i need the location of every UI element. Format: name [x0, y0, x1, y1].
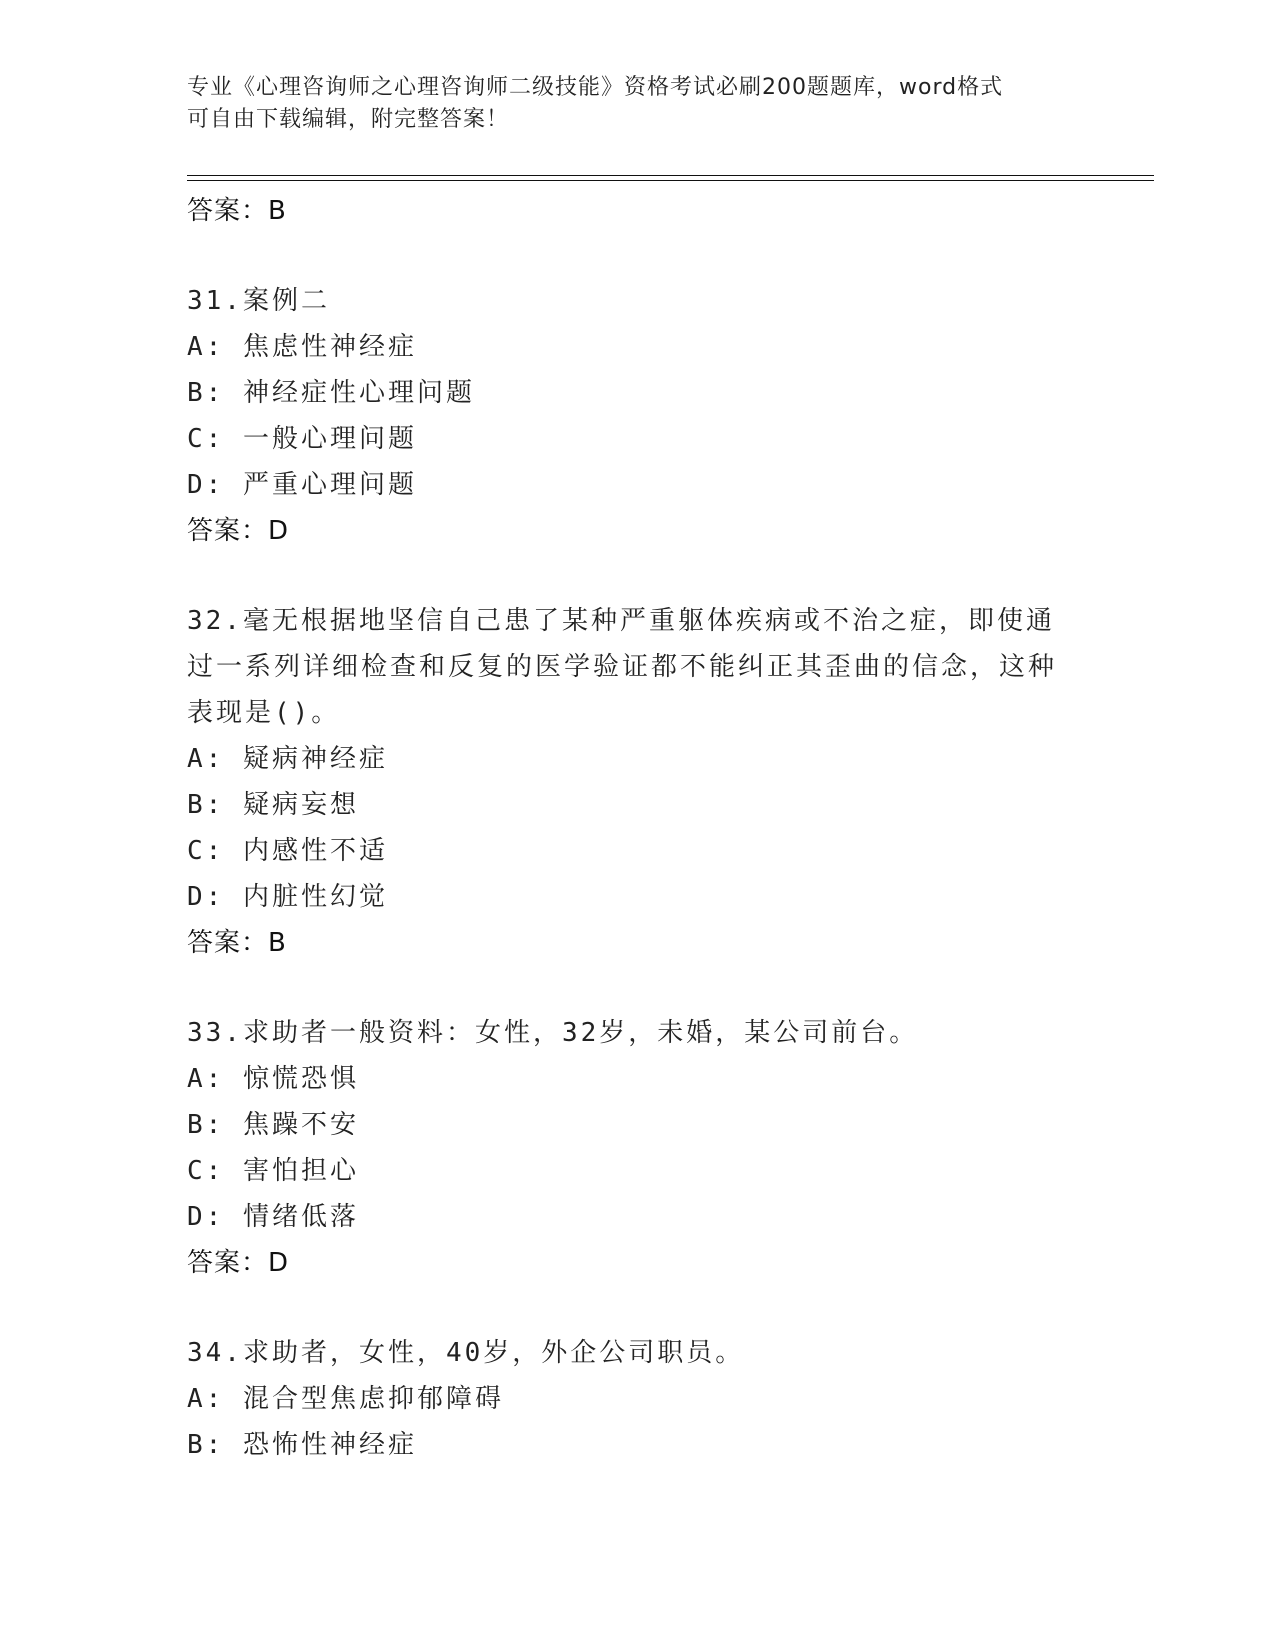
- answer-previous: 答案：B: [187, 196, 287, 226]
- option-b: B: 焦躁不安: [187, 1110, 359, 1140]
- question-list: [187, 188, 1087, 1468]
- option-c: C: 害怕担心: [187, 1156, 359, 1186]
- question-stem: 34.求助者，女性，40岁，外企公司职员。: [187, 1338, 745, 1368]
- option-d: D: 内脏性幻觉: [187, 882, 388, 912]
- option-b: B: 恐怖性神经症: [187, 1430, 417, 1460]
- answer: 答案：B: [187, 928, 287, 958]
- answer: 答案：D: [187, 516, 290, 546]
- option-d: D: 情绪低落: [187, 1202, 359, 1232]
- question-stem: 31.案例二: [187, 286, 330, 316]
- document-header: [187, 72, 1077, 136]
- option-b: B: 神经症性心理问题: [187, 378, 475, 408]
- option-a: A: 焦虑性神经症: [187, 332, 417, 362]
- header-line-2: 可自由下载编辑，附完整答案！: [187, 107, 510, 132]
- question-33: [187, 1010, 1087, 1286]
- option-c: C: 内感性不适: [187, 836, 388, 866]
- header-rule-top: [187, 175, 1154, 176]
- option-a: A: 混合型焦虑抑郁障碍: [187, 1384, 504, 1414]
- option-b: B: 疑病妄想: [187, 790, 359, 820]
- option-a: A: 惊慌恐惧: [187, 1064, 359, 1094]
- option-a: A: 疑病神经症: [187, 744, 388, 774]
- question-stem: 33.求助者一般资料：女性，32岁，未婚，某公司前台。: [187, 1018, 919, 1048]
- question-34: [187, 1330, 1087, 1468]
- header-line-1: 专业《心理咨询师之心理咨询师二级技能》资格考试必刷200题题库，word格式: [187, 75, 1004, 100]
- question-stem: 32.毫无根据地坚信自己患了某种严重躯体疾病或不治之症，即使通过一系列详细检查和反复的医学验证都不能纠正其歪曲的信念，这种表现是()。: [187, 606, 1058, 728]
- answer: 答案：D: [187, 1248, 290, 1278]
- question-31: [187, 278, 1087, 554]
- question-32: [187, 598, 1087, 966]
- option-d: D: 严重心理问题: [187, 470, 417, 500]
- option-c: C: 一般心理问题: [187, 424, 417, 454]
- header-rule-bottom: [187, 180, 1154, 181]
